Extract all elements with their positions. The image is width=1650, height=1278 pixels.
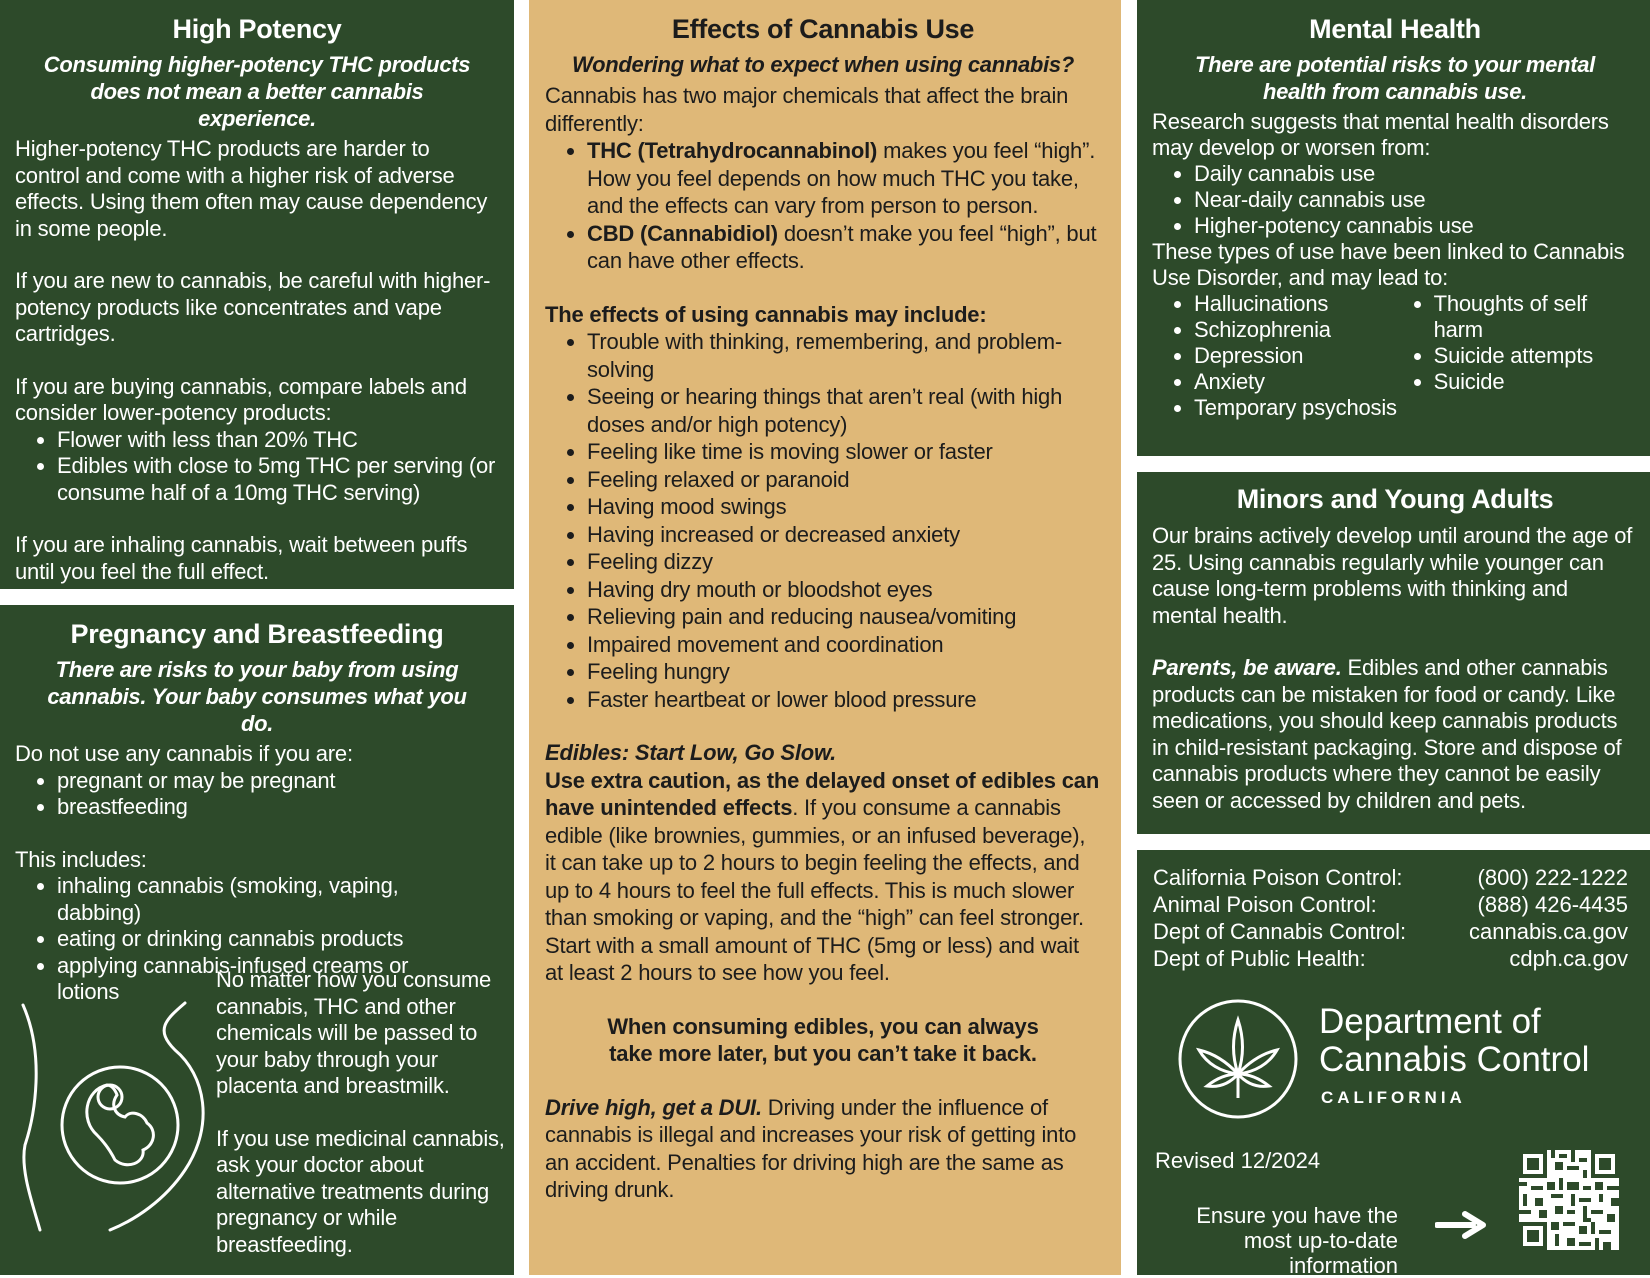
pregnancy-p1: Do not use any cannabis if you are: xyxy=(15,741,353,766)
thc-label: THC (Tetrahydrocannabinol) xyxy=(587,138,878,163)
high-potency-p1: Higher-potency THC products are harder to control and come with a higher risk of adverse effects. Using them often may cause dependency in some people. xyxy=(15,136,488,241)
contact-label: Dept of Public Health: xyxy=(1153,946,1366,971)
edibles-text: . If you consume a cannabis edible (like brownies, gummies, or an infused beverage), it can take up to 2 hours to begin feeling the effects, and up to 4 hours to feel the full effects. This is much slower than smoking or vaping, and the “high” can feel stronger. Start with a small amount of THC (5mg or less) and wait at least 2 hours to see how you feel. xyxy=(545,795,1086,985)
list-item: • Schizophrenia xyxy=(1194,317,1410,343)
logo-line-3: CALIFORNIA xyxy=(1321,1088,1466,1107)
mental-health-p1: Research suggests that mental health disorders may develop or worsen from: xyxy=(1152,109,1609,160)
contact-value[interactable]: cdph.ca.gov xyxy=(1509,946,1628,971)
dcc-logo xyxy=(1177,998,1617,1122)
pregnancy-icon xyxy=(15,995,215,1235)
contact-row xyxy=(1153,891,1628,918)
list-item: • Trouble with thinking, remembering, and problem-solving xyxy=(587,328,1101,383)
list-item: • Having mood swings xyxy=(587,493,1101,521)
edibles-heading: Edibles: Start Low, Go Slow. xyxy=(545,740,837,765)
contact-row xyxy=(1153,945,1628,972)
list-item: • Edibles with close to 5mg THC per serving (or consume half of a 10mg THC serving) xyxy=(57,453,499,506)
mental-health-risks xyxy=(1152,291,1638,421)
list-item: • Feeling relaxed or paranoid xyxy=(587,466,1101,494)
list-item: • Seeing or hearing things that aren’t real (with high doses and/or high potency) xyxy=(587,383,1101,438)
mental-health-list-1 xyxy=(1152,161,1638,239)
mental-health-subtitle: There are potential risks to your mental health from cannabis use. xyxy=(1194,52,1595,104)
list-item: • Relieving pain and reducing nausea/vomiting xyxy=(587,603,1101,631)
effects-list-heading: The effects of using cannabis may include: xyxy=(545,301,987,327)
contact-label: California Poison Control: xyxy=(1153,865,1403,890)
revised-date: Revised 12/2024 xyxy=(1155,1148,1321,1173)
contact-label: Animal Poison Control: xyxy=(1153,892,1377,917)
contacts-list xyxy=(1153,864,1628,972)
qr-code-icon[interactable] xyxy=(1519,1150,1619,1250)
minors-p2-bold: Parents, be aware. xyxy=(1152,655,1342,680)
contacts-panel xyxy=(1137,850,1650,1278)
mental-health-panel xyxy=(1137,0,1650,456)
logo-line-1: Department of xyxy=(1319,1002,1541,1041)
high-potency-p4: If you are inhaling cannabis, wait between puffs until you feel the full effect. xyxy=(15,532,468,584)
list-item: • Feeling dizzy xyxy=(587,548,1101,576)
list-item: • Anxiety xyxy=(1194,369,1410,395)
list-item: • Daily cannabis use xyxy=(1194,161,1638,187)
effects-list xyxy=(545,328,1101,713)
risks-column-b xyxy=(1410,291,1638,421)
list-item: • Having increased or decreased anxiety xyxy=(587,521,1101,549)
list-item: • Near-daily cannabis use xyxy=(1194,187,1638,213)
edibles-bold: Use extra caution, as the delayed onset of edibles can have unintended effects xyxy=(545,767,1100,820)
dui-bold: Drive high, get a DUI. xyxy=(545,1094,762,1120)
contact-value: (888) 426-4435 xyxy=(1477,892,1628,917)
list-item xyxy=(587,137,1101,220)
list-item: • Impaired movement and coordination xyxy=(587,631,1101,659)
list-item: • Having dry mouth or bloodshot eyes xyxy=(587,576,1101,604)
contact-value: (800) 222-1222 xyxy=(1477,865,1628,890)
dui-paragraph xyxy=(545,1094,1101,1204)
chemicals-list xyxy=(545,137,1101,275)
pregnancy-p2: This includes: xyxy=(15,846,147,872)
mental-health-title: Mental Health xyxy=(1309,14,1481,44)
list-item: • Suicide xyxy=(1434,369,1638,395)
list-item: • inhaling cannabis (smoking, vaping, dabbing) xyxy=(57,873,457,926)
minors-title: Minors and Young Adults xyxy=(1236,484,1554,514)
list-item: • applying cannabis-infused creams or lotions xyxy=(57,953,457,1006)
edibles-callout: When consuming edibles, you can always take more later, but you can’t take it back. xyxy=(607,1013,1039,1066)
thc-text: makes you feel “high”. How you feel depends on how much THC you take, and the effects can vary from person to person. xyxy=(587,138,1096,218)
cbd-text: doesn’t make you feel “high”, but can have other effects. xyxy=(587,220,1097,273)
pregnancy-p3: No matter how you consume cannabis, THC and other chemicals will be passed to your baby through your placenta and breastmilk. xyxy=(216,967,492,1098)
effects-intro: Cannabis has two major chemicals that affect the brain differently: xyxy=(545,83,1069,136)
high-potency-subtitle: Consuming higher-potency THC products does not mean a better cannabis experience. xyxy=(43,52,471,131)
list-item xyxy=(587,220,1101,275)
list-item: • Depression xyxy=(1194,343,1410,369)
list-item: • Faster heartbeat or lower blood pressure xyxy=(587,686,1101,714)
logo-line-2: Cannabis Control xyxy=(1319,1040,1590,1079)
contact-row xyxy=(1153,918,1628,945)
edibles-paragraph xyxy=(545,767,1101,987)
list-item: • Feeling hungry xyxy=(587,658,1101,686)
minors-p1: Our brains actively develop until around the age of 25. Using cannabis regularly while younger can cause long-term problems with thinking and mental health. xyxy=(1152,523,1633,628)
list-item: • Hallucinations xyxy=(1194,291,1410,317)
effects-title: Effects of Cannabis Use xyxy=(671,14,975,44)
pregnancy-list-1 xyxy=(15,768,499,821)
pregnancy-p4: If you use medicinal cannabis, ask your doctor about alternative treatments during pregnancy or while breastfeeding. xyxy=(216,1125,505,1257)
cannabis-leaf-icon xyxy=(1177,998,1299,1120)
high-potency-title: High Potency xyxy=(172,14,342,44)
high-potency-p3: If you are buying cannabis, compare labels and consider lower-potency products: xyxy=(15,373,467,425)
dui-text: Driving under the influence of cannabis is illegal and increases your risk of getting into an accident. Penalties for driving high are the same as driving drunk. xyxy=(545,1094,1077,1202)
cbd-label: CBD (Cannabidiol) xyxy=(587,220,778,246)
list-item: • eating or drinking cannabis products xyxy=(57,926,457,953)
list-item: • Flower with less than 20% THC xyxy=(57,427,499,454)
contact-label: Dept of Cannabis Control: xyxy=(1153,919,1407,944)
contact-row xyxy=(1153,864,1628,891)
list-item: • Temporary psychosis xyxy=(1194,395,1410,421)
effects-panel xyxy=(529,0,1121,1275)
pregnancy-subtitle: There are risks to your baby from using cannabis. Your baby consumes what you do. xyxy=(47,657,467,736)
effects-subtitle: Wondering what to expect when using cannabis? xyxy=(572,52,1074,77)
mental-health-p2: These types of use have been linked to Cannabis Use Disorder, and may lead to: xyxy=(1152,239,1625,290)
list-item: • Thoughts of self harm xyxy=(1434,291,1638,343)
high-potency-list xyxy=(15,427,499,507)
high-potency-p2: If you are new to cannabis, be careful with higher-potency products like concentrates and vape cartridges. xyxy=(15,268,491,346)
list-item: • Suicide attempts xyxy=(1434,343,1638,369)
cta-text: Ensure you have the most up-to-date information xyxy=(1196,1203,1398,1278)
list-item: • Higher-potency cannabis use xyxy=(1194,213,1638,239)
risks-column-a xyxy=(1152,291,1410,421)
high-potency-panel xyxy=(0,0,514,589)
minors-panel xyxy=(1137,472,1650,834)
pregnancy-title: Pregnancy and Breastfeeding xyxy=(70,619,444,649)
list-item: • breastfeeding xyxy=(57,794,499,821)
arrow-right-icon xyxy=(1435,1210,1487,1240)
minors-p2 xyxy=(1152,655,1638,814)
pregnancy-panel xyxy=(0,605,514,1275)
minors-p2-text: Edibles and other cannabis products can be mistaken for food or candy. Like medications, you should keep cannabis products in child-resistant packaging. Store and dispose of cannabis products where they cannot be easily seen or accessed by children and pets. xyxy=(1152,655,1622,813)
list-item: • pregnant or may be pregnant xyxy=(57,768,499,795)
contact-value[interactable]: cannabis.ca.gov xyxy=(1469,919,1628,944)
list-item: • Feeling like time is moving slower or faster xyxy=(587,438,1101,466)
